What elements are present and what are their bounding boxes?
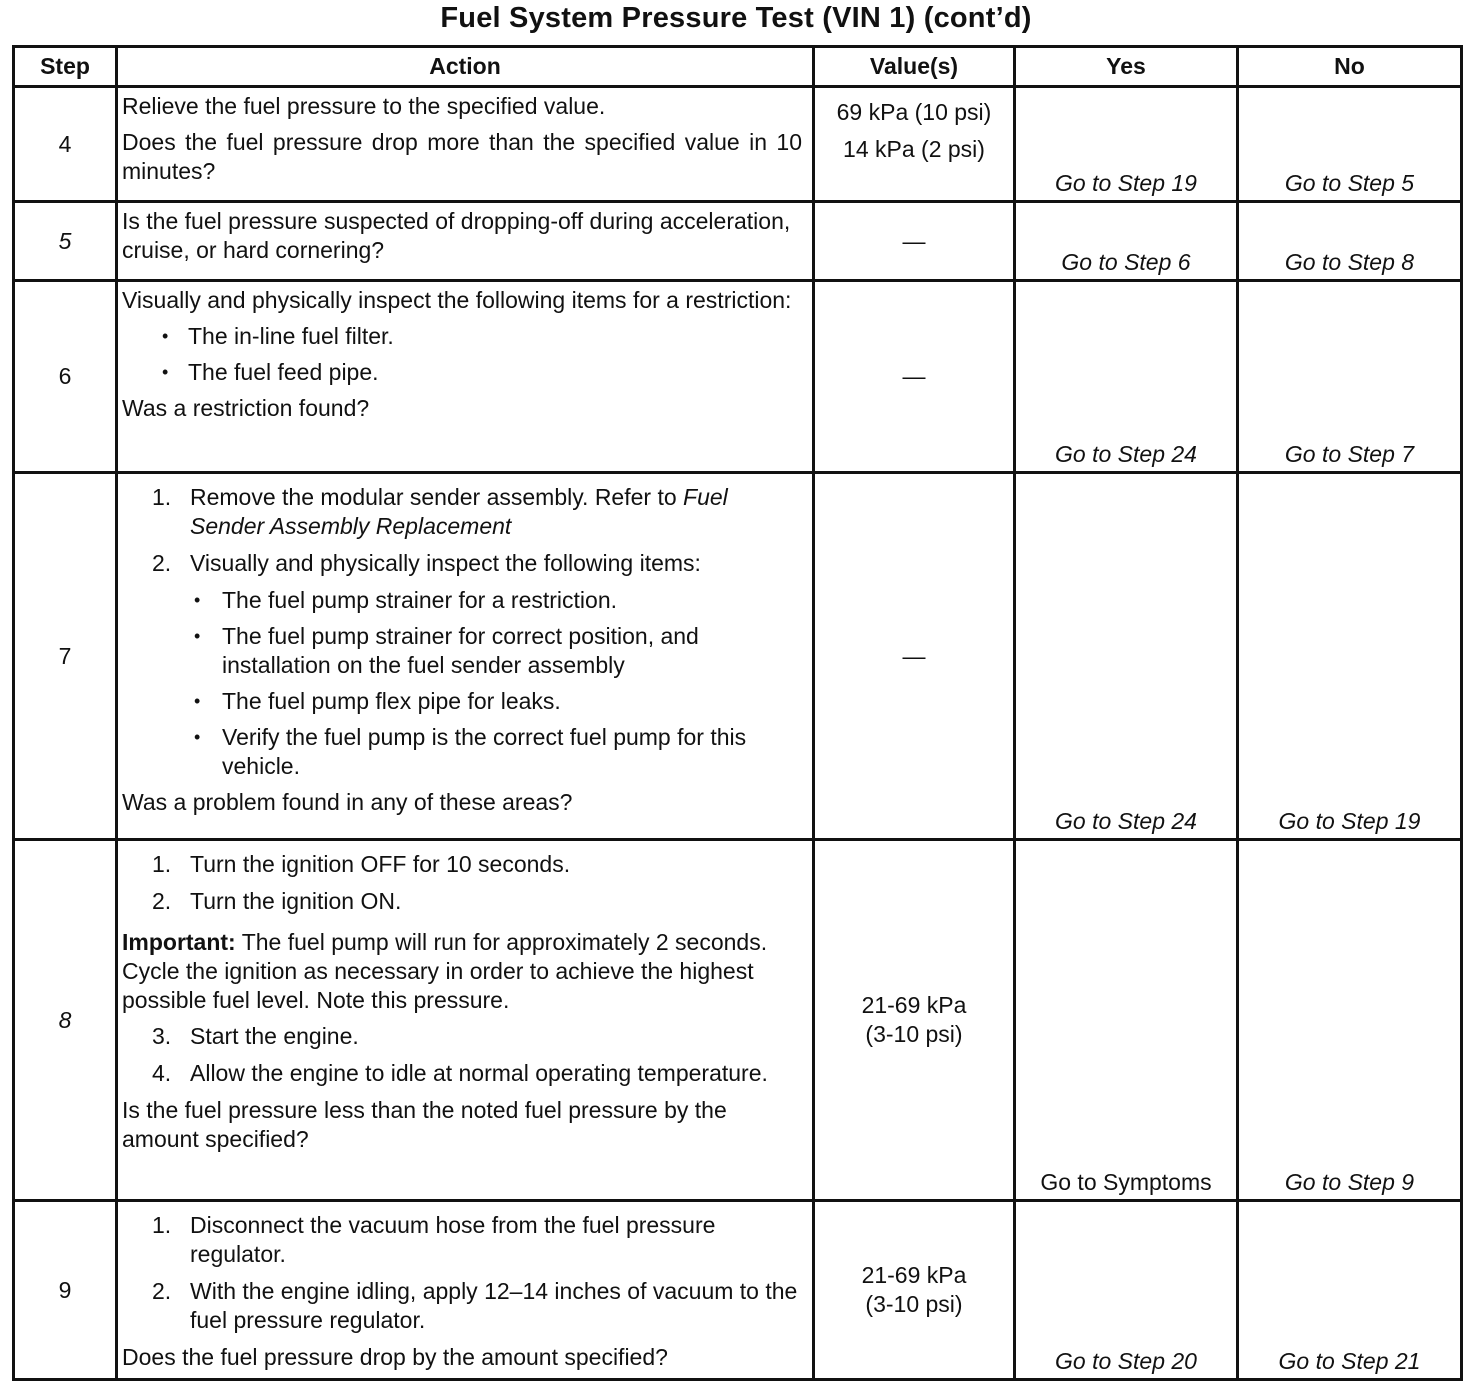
no-result: Go to Step 5 xyxy=(1284,170,1415,196)
value-cell: — xyxy=(814,473,1015,840)
step-text: With the engine idling, apply 12–14 inches of vacuum to the fuel pressure regulator. xyxy=(190,1278,798,1333)
step-index: 4. xyxy=(152,1060,172,1086)
value-line: 14 kPa (2 psi) xyxy=(843,136,985,162)
no-result: Go to Step 9 xyxy=(1284,1169,1415,1195)
step-index: 1. xyxy=(152,484,172,510)
numbered-step xyxy=(122,850,802,879)
step-index: 2. xyxy=(152,1278,172,1304)
numbered-step xyxy=(122,1059,802,1088)
numbered-step xyxy=(122,1022,802,1051)
action-question: Does the fuel pressure drop more than the specified value in 10 minutes? xyxy=(122,129,802,184)
yes-result: Go to Symptoms xyxy=(1040,1169,1212,1195)
no-cell xyxy=(1238,1201,1462,1380)
bullet-item: • The fuel pump strainer for a restriction. xyxy=(122,586,802,615)
value-cell xyxy=(814,840,1015,1201)
yes-cell xyxy=(1015,202,1238,281)
table-row xyxy=(14,840,1462,1201)
header-yes: Yes xyxy=(1015,47,1238,87)
value-line: 69 kPa (10 psi) xyxy=(836,99,992,125)
header-action: Action xyxy=(117,47,814,87)
step-text: Start the engine. xyxy=(190,1023,359,1049)
no-cell xyxy=(1238,202,1462,281)
no-result: Go to Step 21 xyxy=(1278,1348,1421,1374)
diagnostic-table xyxy=(12,45,1463,1381)
step-text: Turn the ignition OFF for 10 seconds. xyxy=(190,851,571,877)
step-index: 1. xyxy=(152,851,172,877)
yes-cell xyxy=(1015,840,1238,1201)
step-number: 7 xyxy=(14,473,117,840)
table-row xyxy=(14,473,1462,840)
header-step: Step xyxy=(14,47,117,87)
page-title: Fuel System Pressure Test (VIN 1) (cont’d) xyxy=(440,2,1032,34)
action-question: Was a problem found in any of these areas? xyxy=(122,789,573,815)
reference-link[interactable]: Fuel Sender Assembly Replacement xyxy=(190,484,728,539)
step-number: 8 xyxy=(14,840,117,1201)
bullet-item: • The fuel feed pipe. xyxy=(122,358,802,387)
value-line: (3-10 psi) xyxy=(865,1291,963,1317)
action-text: Visually and physically inspect the following items for a restriction: xyxy=(122,287,792,313)
value-cell: — xyxy=(814,202,1015,281)
table-row xyxy=(14,281,1462,473)
header-no: No xyxy=(1238,47,1462,87)
action-cell xyxy=(117,281,814,473)
yes-result: Go to Step 6 xyxy=(1061,249,1191,275)
bullet-item: • The fuel pump flex pipe for leaks. xyxy=(122,687,802,716)
table-row xyxy=(14,202,1462,281)
action-cell xyxy=(117,202,814,281)
value-cell xyxy=(814,87,1015,202)
header-values: Value(s) xyxy=(814,47,1015,87)
action-question: Is the fuel pressure suspected of dropping-off during acceleration, cruise, or hard cornering? xyxy=(122,208,791,263)
step-index: 1. xyxy=(152,1212,172,1238)
bullet-item: • The fuel pump strainer for correct position, and installation on the fuel sender assembly xyxy=(122,622,802,680)
important-text: The fuel pump will run for approximately 2 seconds. Cycle the ignition as necessary in order to achieve the highest possible fuel level. Note this pressure. xyxy=(122,929,768,1013)
yes-cell xyxy=(1015,473,1238,840)
value-cell xyxy=(814,1201,1015,1380)
no-result: Go to Step 8 xyxy=(1284,249,1415,275)
value-line: 21-69 kPa xyxy=(861,1262,967,1288)
numbered-step xyxy=(122,1211,802,1269)
bullet-item: • Verify the fuel pump is the correct fuel pump for this vehicle. xyxy=(122,723,802,781)
action-cell xyxy=(117,473,814,840)
action-cell xyxy=(117,87,814,202)
bullet-item: • The in-line fuel filter. xyxy=(122,322,802,351)
action-text: Relieve the fuel pressure to the specified value. xyxy=(122,93,606,119)
step-index: 3. xyxy=(152,1023,172,1049)
important-label: Important: xyxy=(122,929,236,955)
action-cell xyxy=(117,1201,814,1380)
step-number: 5 xyxy=(14,202,117,281)
numbered-step xyxy=(122,887,802,916)
yes-result: Go to Step 20 xyxy=(1055,1348,1197,1374)
action-question: Was a restriction found? xyxy=(122,395,370,421)
yes-result: Go to Step 19 xyxy=(1055,170,1197,196)
important-note xyxy=(122,928,802,1015)
table-row xyxy=(14,1201,1462,1380)
step-number: 6 xyxy=(14,281,117,473)
value-line: 21-69 kPa xyxy=(861,992,967,1018)
table-row xyxy=(14,87,1462,202)
step-number: 4 xyxy=(14,87,117,202)
step-text: Remove the modular sender assembly. Refer to xyxy=(190,484,684,510)
no-cell xyxy=(1238,281,1462,473)
table-header-row xyxy=(14,47,1462,87)
step-text: Turn the ignition ON. xyxy=(190,888,402,914)
yes-cell xyxy=(1015,87,1238,202)
no-cell xyxy=(1238,840,1462,1201)
numbered-step xyxy=(122,483,802,541)
numbered-step xyxy=(122,549,802,578)
step-number: 9 xyxy=(14,1201,117,1380)
value-line: (3-10 psi) xyxy=(865,1021,963,1047)
no-result: Go to Step 19 xyxy=(1278,808,1421,834)
yes-result: Go to Step 24 xyxy=(1055,441,1197,467)
step-index: 2. xyxy=(152,888,172,914)
step-text: Disconnect the vacuum hose from the fuel pressure regulator. xyxy=(190,1212,716,1267)
action-question: Is the fuel pressure less than the noted fuel pressure by the amount specified? xyxy=(122,1097,727,1152)
action-cell xyxy=(117,840,814,1201)
no-cell xyxy=(1238,473,1462,840)
no-result: Go to Step 7 xyxy=(1284,441,1415,467)
yes-cell xyxy=(1015,1201,1238,1380)
step-text: Visually and physically inspect the following items: xyxy=(190,550,701,576)
no-cell xyxy=(1238,87,1462,202)
value-cell: — xyxy=(814,281,1015,473)
yes-result: Go to Step 24 xyxy=(1055,808,1197,834)
step-index: 2. xyxy=(152,550,172,576)
step-text: Allow the engine to idle at normal operating temperature. xyxy=(190,1060,768,1086)
yes-cell xyxy=(1015,281,1238,473)
action-question: Does the fuel pressure drop by the amount specified? xyxy=(122,1344,668,1370)
numbered-step xyxy=(122,1277,802,1335)
